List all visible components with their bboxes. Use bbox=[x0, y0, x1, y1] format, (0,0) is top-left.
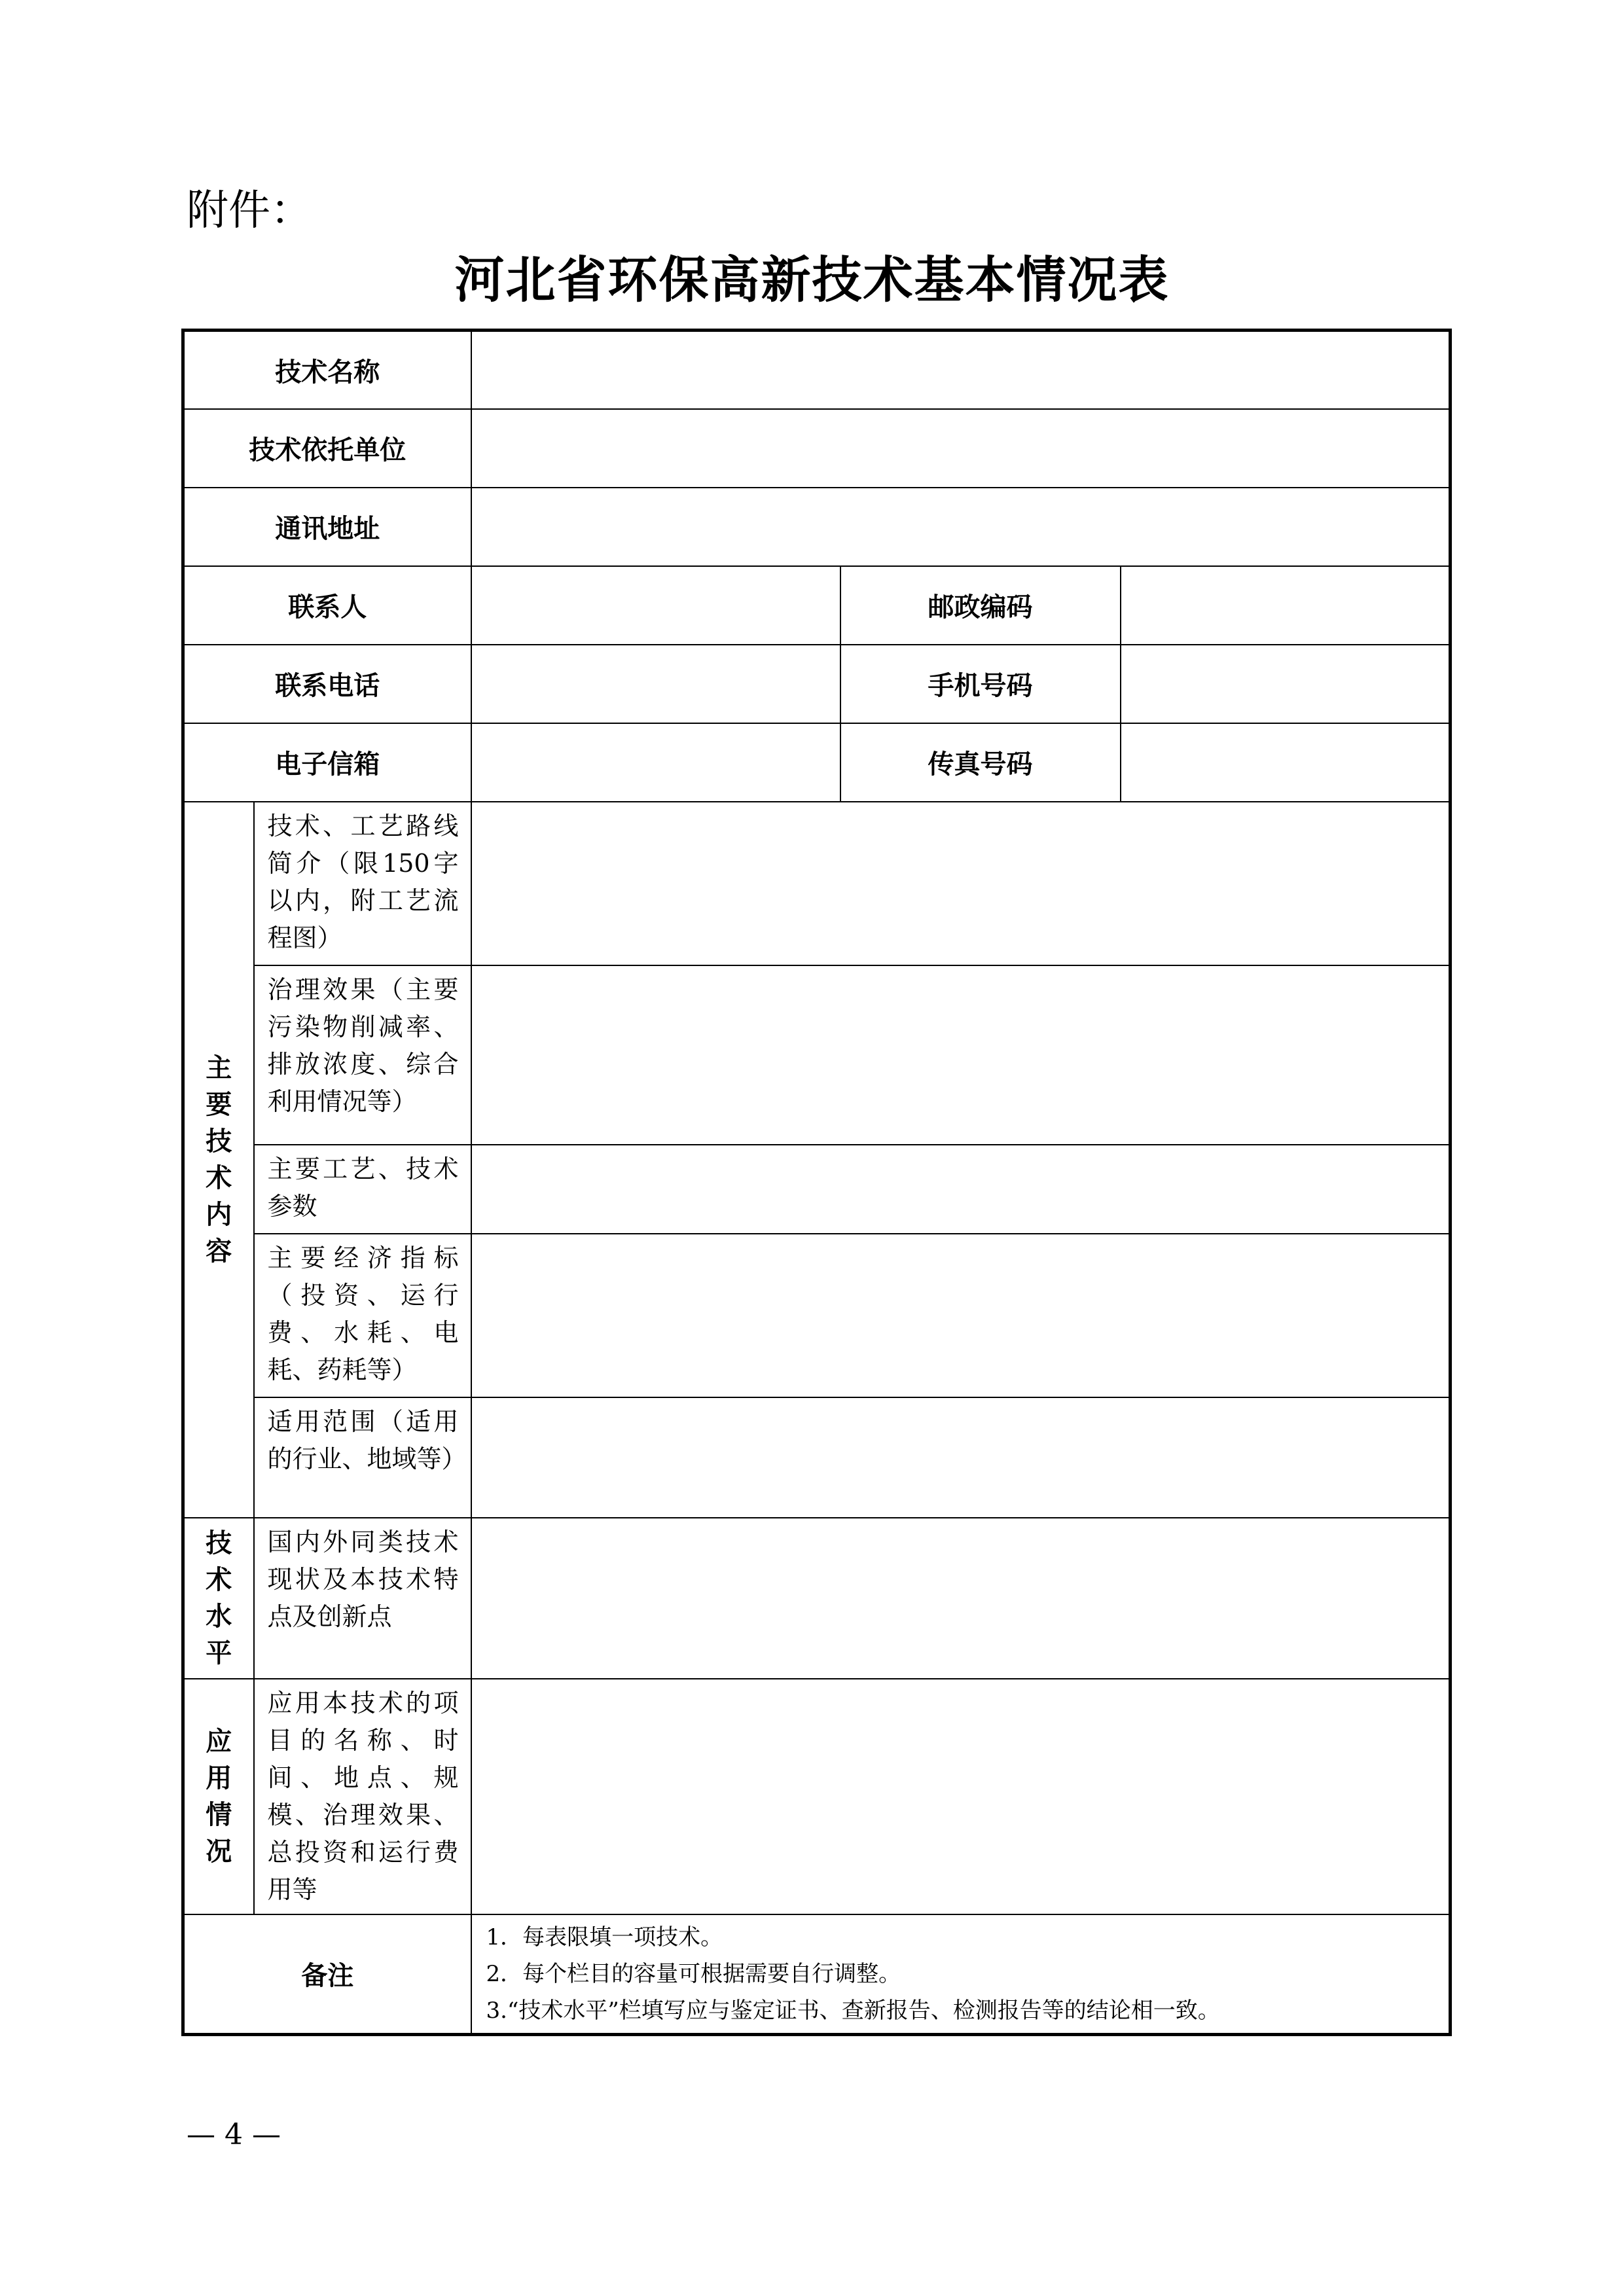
tech-level-group-label: 技 术 水 平 bbox=[183, 1518, 254, 1679]
postcode-field[interactable] bbox=[1121, 566, 1451, 645]
tech-level-label: 国内外同类技术现状及本技术特点及创新点 bbox=[254, 1518, 471, 1679]
params-field[interactable] bbox=[471, 1145, 1451, 1234]
row-economic bbox=[183, 1234, 1451, 1397]
economic-field[interactable] bbox=[471, 1234, 1451, 1397]
effect-field[interactable] bbox=[471, 965, 1451, 1145]
fax-label: 传真号码 bbox=[840, 723, 1121, 802]
row-params bbox=[183, 1145, 1451, 1234]
effect-label: 治理效果（主要污染物削减率、排放浓度、综合利用情况等） bbox=[254, 965, 471, 1145]
phone-label: 联系电话 bbox=[183, 645, 471, 723]
tech-level-field[interactable] bbox=[471, 1518, 1451, 1679]
row-tech-unit bbox=[183, 409, 1451, 488]
row-phone bbox=[183, 645, 1451, 723]
params-label: 主要工艺、技术参数 bbox=[254, 1145, 471, 1234]
remark-item: 2．每个栏目的容量可根据需要自行调整。 bbox=[486, 1960, 901, 1987]
scope-field[interactable] bbox=[471, 1397, 1451, 1518]
main-content-group-label: 主 要 技 术 内 容 bbox=[183, 802, 254, 1518]
row-scope bbox=[183, 1397, 1451, 1518]
route-label: 技术、工艺路线简介（限150字以内，附工艺流程图） bbox=[254, 802, 471, 965]
row-contact bbox=[183, 566, 1451, 645]
row-remarks bbox=[183, 1914, 1451, 2035]
postcode-label: 邮政编码 bbox=[840, 566, 1121, 645]
email-field[interactable] bbox=[471, 723, 840, 802]
row-effect bbox=[183, 965, 1451, 1145]
address-label: 通讯地址 bbox=[183, 488, 471, 566]
tech-unit-label: 技术依托单位 bbox=[183, 409, 471, 488]
tech-name-field[interactable] bbox=[471, 331, 1451, 409]
remark-item: 3.“技术水平”栏填写应与鉴定证书、查新报告、检测报告等的结论相一致。 bbox=[486, 1997, 1220, 2024]
row-tech-name bbox=[183, 331, 1451, 409]
document-title: 河北省环保高新技术基本情况表 bbox=[454, 251, 1170, 309]
mobile-label: 手机号码 bbox=[840, 645, 1121, 723]
fax-field[interactable] bbox=[1121, 723, 1451, 802]
remark-item: 1．每表限填一项技术。 bbox=[486, 1924, 723, 1950]
mobile-field[interactable] bbox=[1121, 645, 1451, 723]
application-field[interactable] bbox=[471, 1679, 1451, 1914]
contact-field[interactable] bbox=[471, 566, 840, 645]
attachment-label: 附件： bbox=[187, 187, 312, 235]
row-tech-level bbox=[183, 1518, 1451, 1679]
scope-label: 适用范围（适用的行业、地域等） bbox=[254, 1397, 471, 1518]
phone-field[interactable] bbox=[471, 645, 840, 723]
tech-info-form bbox=[181, 329, 1452, 2036]
remarks-content bbox=[471, 1914, 1451, 2035]
row-address bbox=[183, 488, 1451, 566]
application-group-label: 应 用 情 况 bbox=[183, 1679, 254, 1914]
application-label: 应用本技术的项目的名称、时间、地点、规模、治理效果、总投资和运行费用等 bbox=[254, 1679, 471, 1914]
row-application bbox=[183, 1679, 1451, 1914]
remarks-label: 备注 bbox=[183, 1914, 471, 2035]
route-field[interactable] bbox=[471, 802, 1451, 965]
row-email bbox=[183, 723, 1451, 802]
row-route bbox=[183, 802, 1451, 965]
email-label: 电子信箱 bbox=[183, 723, 471, 802]
tech-unit-field[interactable] bbox=[471, 409, 1451, 488]
contact-label: 联系人 bbox=[183, 566, 471, 645]
tech-name-label: 技术名称 bbox=[183, 331, 471, 409]
economic-label: 主要经济指标（投资、运行费、水耗、电耗、药耗等） bbox=[254, 1234, 471, 1397]
page-number: — 4 — bbox=[187, 2118, 281, 2151]
address-field[interactable] bbox=[471, 488, 1451, 566]
